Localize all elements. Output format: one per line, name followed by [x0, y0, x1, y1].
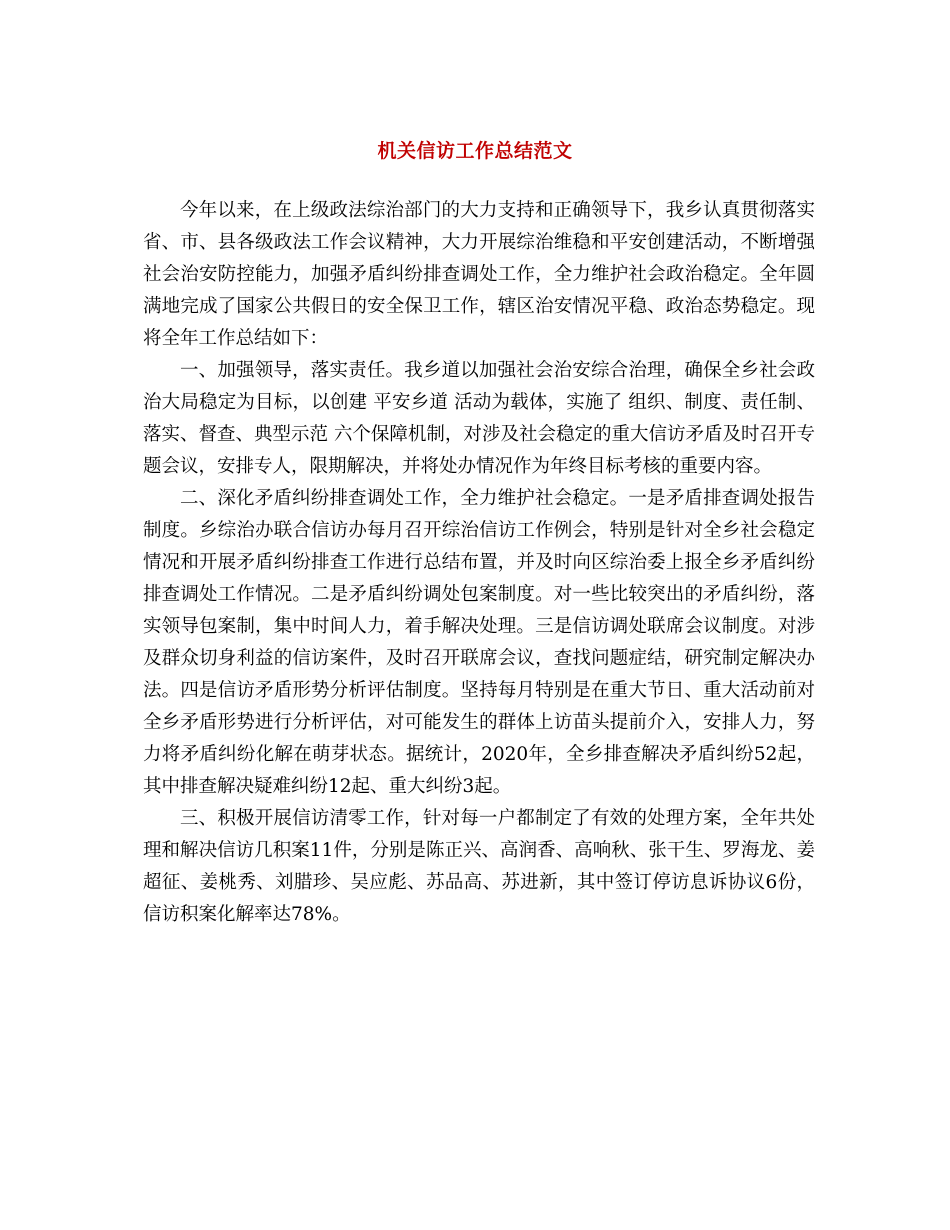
paragraph-section-2: 二、深化矛盾纠纷排查调处工作，全力维护社会稳定。一是矛盾排查调处报告制度。乡综治办联合信访办每月召开综治信访工作例会，特别是针对全乡社会稳定情况和开展矛盾纠纷排查工作进行总结布置，并及时向区综治委上报全乡矛盾纠纷排查调处工作情况。二是矛盾纠纷调处包案制度。对一些比较突出的矛盾纠纷，落实领导包案制，集中时间人力，着手解决处理。三是信访调处联席会议制度。对涉及群众切身利益的信访案件，及时召开联席会议，查找问题症结，研究制定解决办法。四是信访矛盾形势分析评估制度。坚持每月特别是在重大节日、重大活动前对全乡矛盾形势进行分析评估，对可能发生的群体上访苗头提前介入，安排人力，努力将矛盾纠纷化解在萌芽状态。据统计，2020年，全乡排查解决矛盾纠纷52起，其中排查解决疑难纠纷12起、重大纠纷3起。	[143, 488, 815, 797]
document-body	[143, 195, 815, 931]
paragraph-section-3: 三、积极开展信访清零工作，针对每一户都制定了有效的处理方案，全年共处理和解决信访几积案11件，分别是陈正兴、高润香、高响秋、张干生、罗海龙、姜超征、姜桃秀、刘腊珍、吴应彪、苏品高、苏进新，其中签订停访息诉协议6份，信访积案化解率达78%。	[143, 808, 815, 925]
paragraph-section-1: 一、加强领导，落实责任。我乡道以加强社会治安综合治理，确保全乡社会政治大局稳定为目标，以创建 平安乡道 活动为载体，实施了 组织、制度、责任制、落实、督查、典型示范 六个保障机制，对涉及社会稳定的重大信访矛盾及时召开专题会议，安排专人，限期解决，并将处办情况作为年终目标考核的重要内容。	[143, 360, 815, 477]
paragraph-intro: 今年以来，在上级政法综治部门的大力支持和正确领导下，我乡认真贯彻落实省、市、县各级政法工作会议精神，大力开展综治维稳和平安创建活动，不断增强社会治安防控能力，加强矛盾纠纷排查调处工作，全力维护社会政治稳定。全年圆满地完成了国家公共假日的安全保卫工作，辖区治安情况平稳、政治态势稳定。现将全年工作总结如下：	[143, 200, 815, 349]
document-title: 机关信访工作总结范文	[377, 140, 573, 162]
